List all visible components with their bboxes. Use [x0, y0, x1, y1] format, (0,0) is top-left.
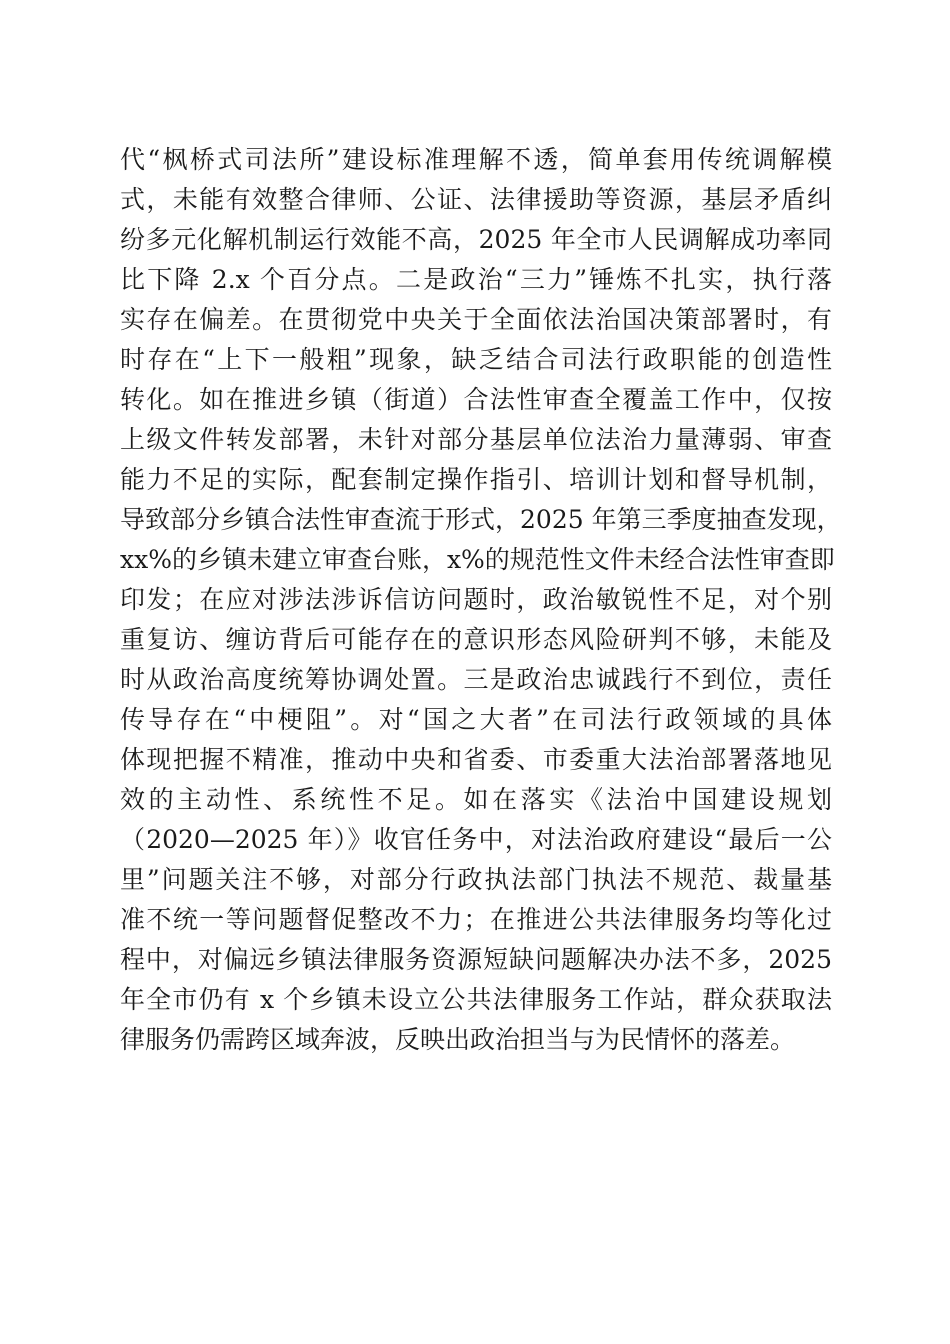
text-line: 转化。如在推进乡镇（街道）合法性审查全覆盖工作中，仅按 — [120, 385, 832, 414]
text-line: 纷多元化解机制运行效能不高，2025 年全市人民调解成功率同 — [120, 225, 832, 254]
text-line-last: 律服务仍需跨区域奔波，反映出政治担当与为民情怀的落差。 — [120, 1025, 796, 1054]
text-line: 程中，对偏远乡镇法律服务资源短缺问题解决办法不多，2025 — [120, 945, 832, 974]
text-line: 式，未能有效整合律师、公证、法律援助等资源，基层矛盾纠 — [120, 185, 832, 214]
text-line: 里”问题关注不够，对部分行政执法部门执法不规范、裁量基 — [120, 865, 832, 894]
text-line: 时存在“上下一般粗”现象，缺乏结合司法行政职能的创造性 — [120, 345, 832, 374]
text-line: 印发；在应对涉法涉诉信访问题时，政治敏锐性不足，对个别 — [120, 585, 832, 614]
text-line: 比下降 2.x 个百分点。二是政治“三力”锤炼不扎实，执行落 — [120, 265, 832, 294]
text-line: 实存在偏差。在贯彻党中央关于全面依法治国决策部署时，有 — [120, 305, 832, 334]
text-line: 代“枫桥式司法所”建设标准理解不透，简单套用传统调解模 — [120, 145, 832, 174]
text-line: 准不统一等问题督促整改不力；在推进公共法律服务均等化过 — [120, 905, 832, 934]
text-line: 时从政治高度统筹协调处置。三是政治忠诚践行不到位，责任 — [120, 665, 832, 694]
text-line: 传导存在“中梗阻”。对“国之大者”在司法行政领域的具体 — [120, 705, 832, 734]
text-line: 体现把握不精准，推动中央和省委、市委重大法治部署落地见 — [120, 745, 832, 774]
text-line: 效的主动性、系统性不足。如在落实《法治中国建设规划 — [120, 785, 832, 814]
text-line: 上级文件转发部署，未针对部分基层单位法治力量薄弱、审查 — [120, 425, 832, 454]
text-line: （2020—2025 年）》收官任务中，对法治政府建设“最后一公 — [120, 825, 832, 854]
text-line: xx%的乡镇未建立审查台账，x%的规范性文件未经合法性审查即 — [120, 545, 835, 574]
body-paragraph — [120, 140, 842, 1060]
text-line: 能力不足的实际，配套制定操作指引、培训计划和督导机制， — [120, 465, 832, 494]
text-line: 导致部分乡镇合法性审查流于形式，2025 年第三季度抽查发现， — [120, 505, 842, 534]
text-line: 重复访、缠访背后可能存在的意识形态风险研判不够，未能及 — [120, 625, 832, 654]
text-line: 年全市仍有 x 个乡镇未设立公共法律服务工作站，群众获取法 — [120, 985, 832, 1014]
